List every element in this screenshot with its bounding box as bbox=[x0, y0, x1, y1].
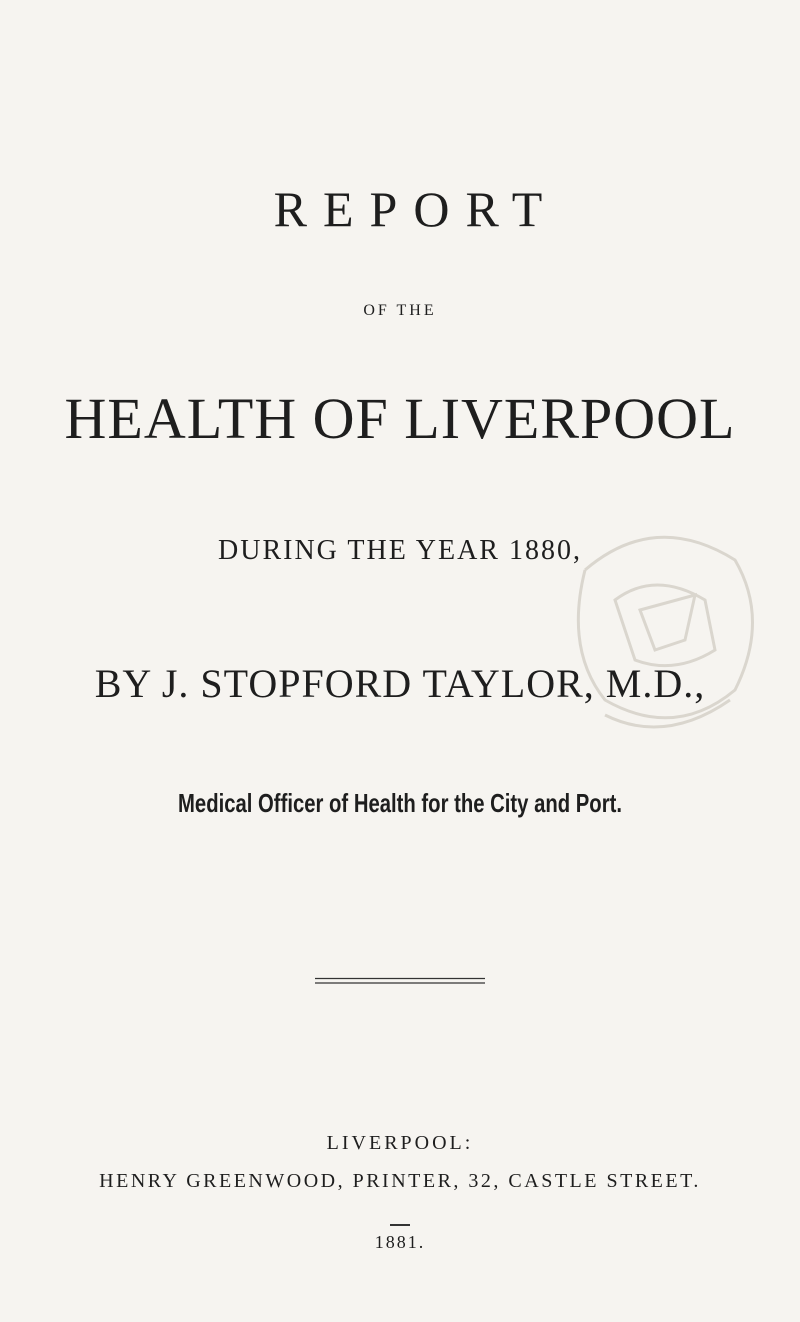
double-rule-divider bbox=[315, 977, 485, 985]
of-the-text: OF THE bbox=[363, 302, 437, 319]
imprint-year: 1881. bbox=[374, 1232, 426, 1252]
period-text: DURING THE YEAR 1880, bbox=[218, 535, 582, 566]
imprint-printer: HENRY GREENWOOD, PRINTER, 32, CASTLE STREET. bbox=[99, 1170, 701, 1192]
author-line: BY J. STOPFORD TAYLOR, M.D., bbox=[94, 661, 706, 706]
author-role: Medical Officer of Health for the City and Port. bbox=[178, 788, 622, 818]
main-title: HEALTH OF LIVERPOOL bbox=[64, 386, 736, 451]
year-dash-divider bbox=[390, 1224, 410, 1226]
imprint-place: LIVERPOOL: bbox=[326, 1132, 474, 1154]
report-heading: REPORT bbox=[273, 181, 559, 237]
